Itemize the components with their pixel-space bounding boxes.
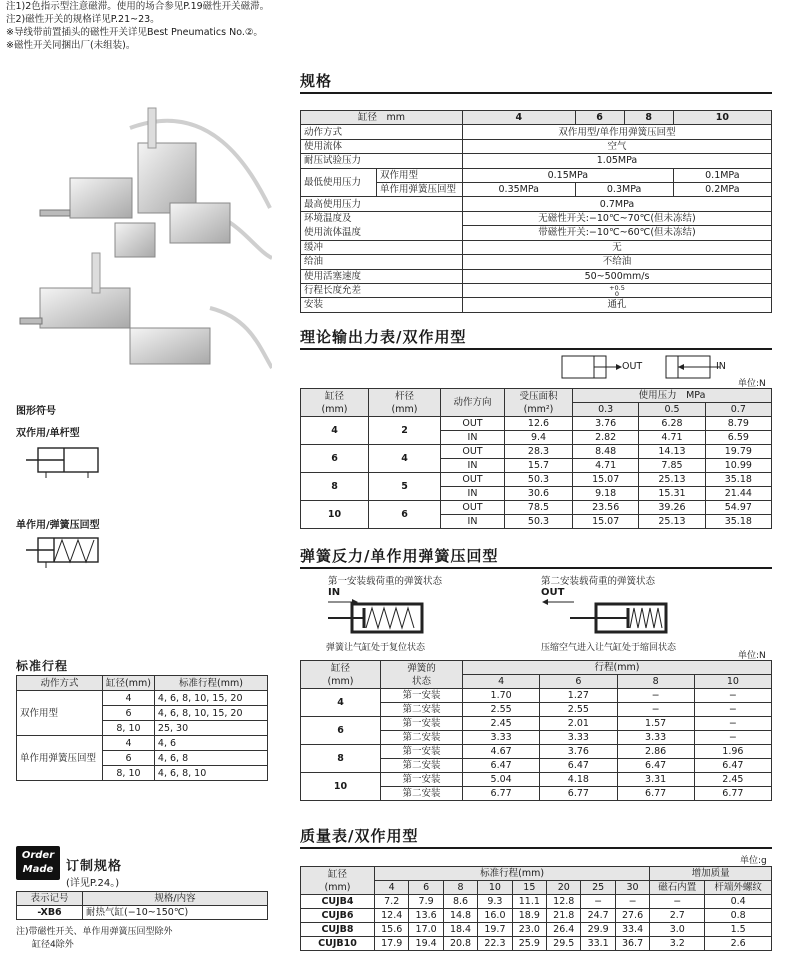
force-cell: 4.71 — [639, 431, 705, 445]
std-bore: 8, 10 — [103, 721, 155, 736]
mass-cell: 22.3 — [478, 937, 512, 951]
spring-force-cell: 6.77 — [694, 787, 771, 801]
magnet-cell: − — [650, 895, 705, 909]
spring-header-state — [381, 661, 463, 689]
stroke-col: 15 — [512, 881, 546, 895]
mass-cell: 23.0 — [512, 923, 546, 937]
force-cell: 35.18 — [705, 473, 771, 487]
spec-sublabel: 单作用弹簧压回型 — [377, 182, 463, 196]
spec-value: 通孔 — [463, 298, 772, 312]
header-line: (mm²) — [523, 403, 554, 415]
symbol-single-label: 单作用/弹簧压回型 — [16, 520, 100, 531]
mass-cell: 36.7 — [615, 937, 649, 951]
spec-label-line: 环境温度及 — [304, 212, 352, 224]
spring-table — [300, 660, 772, 801]
spring-force-cell: 3.31 — [617, 773, 694, 787]
spring-force-cell: − — [694, 689, 771, 703]
spring-row — [301, 717, 772, 731]
spec-value: 0.35MPa — [463, 182, 576, 196]
mass-cell: 11.1 — [512, 895, 546, 909]
std-header-action: 动作方式 — [17, 676, 103, 691]
std-single-label: 单作用弹簧压回型 — [17, 736, 103, 781]
spec-header-col: 4 — [463, 111, 576, 125]
std-bore: 6 — [103, 751, 155, 766]
header-line: 缸径 — [330, 662, 350, 674]
rod-cell: 2 — [369, 417, 441, 445]
stroke-col: 25 — [581, 881, 615, 895]
pressure-col: 0.5 — [639, 403, 705, 417]
spec-value-tolerance — [463, 283, 772, 297]
product-photo — [10, 88, 272, 388]
spring-in-label: IN — [328, 587, 341, 598]
mass-cell: 18.4 — [443, 923, 477, 937]
spec-sublabel: 双作用型 — [377, 168, 463, 182]
mass-cell: 33.1 — [581, 937, 615, 951]
mass-cell: 20.8 — [443, 937, 477, 951]
pressure-col: 0.7 — [705, 403, 771, 417]
force-cell: 7.85 — [639, 459, 705, 473]
force-cell: 25.13 — [639, 515, 705, 529]
rod-cell: 5 — [369, 473, 441, 501]
spec-label: 使用活塞速度 — [301, 269, 463, 283]
stroke-col: 6 — [409, 881, 443, 895]
output-header-rod — [369, 389, 441, 417]
section-rule — [300, 92, 772, 94]
state-cell: 第二安装 — [381, 787, 463, 801]
header-line: 缸径 — [324, 390, 344, 402]
force-cell: 23.56 — [573, 501, 639, 515]
spring-force-cell: 2.01 — [540, 717, 617, 731]
spring-row — [301, 773, 772, 787]
header-line: 弹簧的 — [407, 662, 436, 674]
spec-value: 空气 — [463, 139, 772, 153]
spec-header-col: 6 — [575, 111, 624, 125]
area-cell: 50.3 — [505, 515, 573, 529]
custom-header-symbol: 表示记号 — [17, 892, 83, 906]
state-cell: 第二安装 — [381, 731, 463, 745]
spec-header-col: 8 — [624, 111, 673, 125]
state-cell: 第二安装 — [381, 759, 463, 773]
note-line: ※导线带前置插头的磁性开关详见Best Pneumatics No.②。 — [6, 27, 263, 38]
output-row — [301, 417, 772, 431]
direction-cell: OUT — [441, 473, 505, 487]
spec-value: 0.7MPa — [463, 197, 772, 211]
force-cell: 14.13 — [639, 445, 705, 459]
bore-cell: 4 — [301, 417, 369, 445]
mass-cell: 9.3 — [478, 895, 512, 909]
std-bore: 4 — [103, 736, 155, 751]
area-cell: 50.3 — [505, 473, 573, 487]
spring-force-cell: − — [694, 703, 771, 717]
stroke-col: 20 — [547, 881, 581, 895]
force-cell: 15.07 — [573, 515, 639, 529]
tolerance-bottom: 0 — [614, 290, 620, 299]
spring-first-diagram — [326, 598, 446, 634]
header-line: 缸径 — [327, 868, 347, 880]
spring-force-cell: 6.47 — [463, 759, 540, 773]
header-line: 状态 — [411, 675, 431, 687]
model-cell: CUJB8 — [301, 923, 375, 937]
badge-line: Made — [22, 864, 54, 875]
spec-header-bore: 缸径 mm — [301, 111, 463, 125]
pressure-col: 0.3 — [573, 403, 639, 417]
state-cell: 第二安装 — [381, 703, 463, 717]
force-cell: 6.28 — [639, 417, 705, 431]
mass-row — [301, 923, 772, 937]
magnet-cell: 2.7 — [650, 909, 705, 923]
bore-cell: 8 — [301, 473, 369, 501]
force-cell: 3.76 — [573, 417, 639, 431]
spec-value: 双作用型/单作用弹簧压回型 — [463, 125, 772, 139]
mass-cell: 29.5 — [547, 937, 581, 951]
force-cell: 25.13 — [639, 473, 705, 487]
spring-force-cell: 1.57 — [617, 717, 694, 731]
std-stroke: 4, 6, 8, 10, 15, 20 — [154, 706, 267, 721]
header-line: (mm) — [327, 675, 354, 687]
nut-cell: 1.5 — [705, 923, 772, 937]
force-cell: 15.31 — [639, 487, 705, 501]
single-acting-symbol — [24, 534, 104, 568]
tolerance-top: +0.5 — [609, 284, 625, 293]
spring-force-cell: 6.47 — [617, 759, 694, 773]
std-header-bore: 缸径(mm) — [103, 676, 155, 691]
mass-header-add: 增加质量 — [650, 867, 772, 881]
mass-cell: 17.9 — [375, 937, 409, 951]
bore-cell: 10 — [301, 501, 369, 529]
force-cell: 2.82 — [573, 431, 639, 445]
output-header-bore — [301, 389, 369, 417]
mass-table — [300, 866, 772, 951]
custom-spec: 耐热气缸(−10~150℃) — [83, 906, 268, 920]
spec-value: 不给油 — [463, 255, 772, 269]
rod-cell: 4 — [369, 445, 441, 473]
spring-row — [301, 745, 772, 759]
mass-cell: 7.9 — [409, 895, 443, 909]
section-rule — [300, 847, 772, 849]
spring-force-cell: − — [617, 689, 694, 703]
std-bore: 4 — [103, 691, 155, 706]
header-line: (mm) — [324, 881, 351, 893]
stroke-col: 10 — [478, 881, 512, 895]
force-cell: 9.18 — [573, 487, 639, 501]
force-cell: 8.48 — [573, 445, 639, 459]
spring-out-label: OUT — [541, 587, 565, 598]
spring-second-title: 第二安装载荷重的弹簧状态 — [541, 576, 656, 587]
nut-cell: 0.8 — [705, 909, 772, 923]
area-cell: 15.7 — [505, 459, 573, 473]
mass-cell: 15.6 — [375, 923, 409, 937]
output-table — [300, 388, 772, 529]
mass-row — [301, 895, 772, 909]
force-cell: 35.18 — [705, 515, 771, 529]
spec-label: 缓冲 — [301, 240, 463, 254]
mass-cell: 33.4 — [615, 923, 649, 937]
spec-label-line: 使用流体温度 — [304, 226, 362, 238]
force-cell: 19.79 — [705, 445, 771, 459]
nut-col: 杆端外螺纹 — [705, 881, 772, 895]
spec-label: 耐压试验压力 — [301, 154, 463, 168]
std-double-label: 双作用型 — [17, 691, 103, 736]
spec-label: 行程长度允差 — [301, 283, 463, 297]
mass-cell: 27.6 — [615, 909, 649, 923]
mass-cell: 8.6 — [443, 895, 477, 909]
direction-diagram — [560, 354, 740, 380]
bore-cell: 8 — [301, 745, 381, 773]
output-header-pressure: 使用压力 MPa — [573, 389, 772, 403]
std-header-stroke: 标准行程(mm) — [154, 676, 267, 691]
symbols-title: 图形符号 — [16, 406, 56, 417]
direction-cell: IN — [441, 515, 505, 529]
spec-label: 使用流体 — [301, 139, 463, 153]
nut-cell: 0.4 — [705, 895, 772, 909]
spec-value: 0.3MPa — [575, 182, 673, 196]
stroke-col: 4 — [375, 881, 409, 895]
custom-note: 注)带磁性开关、单作用弹簧压回型除外 — [16, 927, 173, 937]
spec-value: 带磁性开关:−10℃~60℃(但未冻结) — [463, 226, 772, 241]
nut-cell: 2.6 — [705, 937, 772, 951]
magnet-col: 磁石内置 — [650, 881, 705, 895]
spring-force-cell: 1.27 — [540, 689, 617, 703]
area-cell: 28.3 — [505, 445, 573, 459]
spring-header-stroke: 行程(mm) — [463, 661, 772, 675]
mass-cell: 17.0 — [409, 923, 443, 937]
spec-value: 0.1MPa — [673, 168, 771, 182]
header-line: (mm) — [321, 403, 348, 415]
mass-cell: 21.8 — [547, 909, 581, 923]
custom-symbol: -XB6 — [17, 906, 83, 920]
spec-table — [300, 110, 772, 313]
spec-label: 最高使用压力 — [301, 197, 463, 211]
standard-stroke-title: 标准行程 — [16, 659, 69, 673]
spring-force-cell: − — [694, 731, 771, 745]
spring-force-cell: 6.77 — [617, 787, 694, 801]
state-cell: 第一安装 — [381, 745, 463, 759]
mass-cell: 13.6 — [409, 909, 443, 923]
spec-value: 0.15MPa — [463, 168, 674, 182]
area-cell: 78.5 — [505, 501, 573, 515]
bore-cell: 4 — [301, 689, 381, 717]
notes-block — [6, 0, 426, 52]
mass-cell: 12.4 — [375, 909, 409, 923]
std-stroke: 4, 6, 8, 10 — [154, 766, 267, 781]
spring-force-cell: − — [694, 717, 771, 731]
mass-cell: 24.7 — [581, 909, 615, 923]
force-cell: 21.44 — [705, 487, 771, 501]
force-cell: 15.07 — [573, 473, 639, 487]
mass-header-stroke: 标准行程(mm) — [375, 867, 650, 881]
output-unit: 单位:N — [738, 379, 766, 389]
spring-first-caption: 弹簧让气缸处于复位状态 — [326, 643, 426, 653]
area-cell: 12.6 — [505, 417, 573, 431]
force-cell: 4.71 — [573, 459, 639, 473]
out-label: OUT — [622, 361, 643, 372]
spec-header-col: 10 — [673, 111, 771, 125]
spring-unit: 单位:N — [738, 651, 766, 661]
spec-title: 规格 — [300, 72, 333, 90]
mass-cell: 18.9 — [512, 909, 546, 923]
stroke-col: 8 — [443, 881, 477, 895]
std-stroke: 4, 6 — [154, 736, 267, 751]
spring-force-cell: 1.70 — [463, 689, 540, 703]
spring-title: 弹簧反力/单作用弹簧压回型 — [300, 547, 499, 565]
note-line: ※磁性开关同捆出厂(未组装)。 — [6, 40, 136, 51]
mass-cell: 19.4 — [409, 937, 443, 951]
state-cell: 第一安装 — [381, 689, 463, 703]
spring-force-cell: 2.45 — [694, 773, 771, 787]
output-header-direction: 动作方向 — [441, 389, 505, 417]
mass-cell: 25.9 — [512, 937, 546, 951]
stroke-col: 30 — [615, 881, 649, 895]
rod-cell: 6 — [369, 501, 441, 529]
section-rule — [300, 567, 772, 569]
model-cell: CUJB6 — [301, 909, 375, 923]
spring-force-cell: 4.67 — [463, 745, 540, 759]
spec-label — [301, 211, 463, 240]
area-cell: 30.6 — [505, 487, 573, 501]
header-line: (mm) — [391, 403, 418, 415]
double-acting-symbol — [24, 444, 104, 478]
mass-cell: − — [581, 895, 615, 909]
spec-label: 安装 — [301, 298, 463, 312]
mass-cell: 14.8 — [443, 909, 477, 923]
mass-cell: 29.9 — [581, 923, 615, 937]
spring-force-cell: 6.77 — [540, 787, 617, 801]
area-cell: 9.4 — [505, 431, 573, 445]
mass-cell: 16.0 — [478, 909, 512, 923]
spring-force-cell: 2.45 — [463, 717, 540, 731]
spec-value: 0.2MPa — [673, 182, 771, 196]
force-cell: 6.59 — [705, 431, 771, 445]
spring-force-cell: 3.33 — [463, 731, 540, 745]
std-bore: 6 — [103, 706, 155, 721]
mass-row — [301, 937, 772, 951]
force-cell: 39.26 — [639, 501, 705, 515]
mass-cell: 7.2 — [375, 895, 409, 909]
spec-label: 最低使用压力 — [301, 168, 377, 197]
spring-row — [301, 689, 772, 703]
header-line: 杆径 — [394, 390, 414, 402]
stroke-col: 10 — [694, 675, 771, 689]
bore-cell: 6 — [301, 445, 369, 473]
output-title: 理论输出力表/双作用型 — [300, 328, 467, 346]
stroke-col: 8 — [617, 675, 694, 689]
spec-value: 无 — [463, 240, 772, 254]
custom-title: 订制规格 — [66, 859, 123, 874]
output-header-area — [505, 389, 573, 417]
stroke-col: 4 — [463, 675, 540, 689]
note-line: 注2)磁性开关的规格详见P.21~23。 — [6, 14, 160, 25]
std-stroke: 4, 6, 8 — [154, 751, 267, 766]
output-row — [301, 501, 772, 515]
model-cell: CUJB10 — [301, 937, 375, 951]
standard-stroke-table — [16, 675, 268, 781]
direction-cell: OUT — [441, 501, 505, 515]
spring-force-cell: 3.33 — [617, 731, 694, 745]
order-made-badge — [16, 846, 60, 880]
mass-row — [301, 909, 772, 923]
stroke-col: 6 — [540, 675, 617, 689]
state-cell: 第一安装 — [381, 773, 463, 787]
spec-value: 1.05MPa — [463, 154, 772, 168]
bore-cell: 6 — [301, 717, 381, 745]
mass-cell: − — [615, 895, 649, 909]
spring-force-cell: 6.77 — [463, 787, 540, 801]
direction-cell: IN — [441, 431, 505, 445]
spring-force-cell: 3.76 — [540, 745, 617, 759]
note-line: 注1)2色指示型注意磁滞。使用的场合参见P.19磁性开关磁滞。 — [6, 1, 270, 12]
spring-force-cell: − — [617, 703, 694, 717]
section-rule — [300, 348, 772, 350]
spec-label: 给油 — [301, 255, 463, 269]
direction-cell: OUT — [441, 417, 505, 431]
mass-title: 质量表/双作用型 — [300, 827, 419, 845]
std-bore: 8, 10 — [103, 766, 155, 781]
output-row — [301, 445, 772, 459]
custom-table — [16, 891, 268, 920]
force-cell: 10.99 — [705, 459, 771, 473]
direction-cell: IN — [441, 459, 505, 473]
mass-unit: 单位:g — [740, 856, 767, 866]
spec-value: 无磁性开关:−10℃~70℃(但未冻结) — [463, 211, 772, 226]
mass-cell: 12.8 — [547, 895, 581, 909]
output-row — [301, 473, 772, 487]
spec-label: 动作方式 — [301, 125, 463, 139]
std-stroke: 25, 30 — [154, 721, 267, 736]
spring-force-cell: 3.33 — [540, 731, 617, 745]
std-stroke: 4, 6, 8, 10, 15, 20 — [154, 691, 267, 706]
state-cell: 第一安装 — [381, 717, 463, 731]
custom-subtitle: (详见P.24。) — [66, 878, 120, 889]
mass-cell: 19.7 — [478, 923, 512, 937]
spring-force-cell: 1.96 — [694, 745, 771, 759]
spec-value: 50~500mm/s — [463, 269, 772, 283]
spring-force-cell: 6.47 — [694, 759, 771, 773]
spring-second-caption: 压缩空气进入让气缸处于缩回状态 — [541, 643, 677, 653]
mass-header-bore — [301, 867, 375, 895]
spring-force-cell: 4.18 — [540, 773, 617, 787]
in-label: IN — [716, 361, 726, 372]
magnet-cell: 3.2 — [650, 937, 705, 951]
spring-force-cell: 2.55 — [540, 703, 617, 717]
spring-first-title: 第一安装载荷重的弹簧状态 — [328, 576, 443, 587]
spring-force-cell: 5.04 — [463, 773, 540, 787]
spring-force-cell: 6.47 — [540, 759, 617, 773]
badge-line: Order — [21, 850, 55, 861]
spring-force-cell: 2.86 — [617, 745, 694, 759]
direction-cell: IN — [441, 487, 505, 501]
custom-header-spec: 规格/内容 — [83, 892, 268, 906]
force-cell: 8.79 — [705, 417, 771, 431]
custom-note: 缸径4除外 — [32, 940, 74, 950]
header-line: 受压面积 — [519, 390, 558, 402]
direction-cell: OUT — [441, 445, 505, 459]
spring-header-bore — [301, 661, 381, 689]
force-cell: 54.97 — [705, 501, 771, 515]
symbol-double-label: 双作用/单杆型 — [16, 428, 80, 439]
bore-cell: 10 — [301, 773, 381, 801]
model-cell: CUJB4 — [301, 895, 375, 909]
spring-second-diagram — [540, 598, 680, 634]
mass-cell: 26.4 — [547, 923, 581, 937]
magnet-cell: 3.0 — [650, 923, 705, 937]
spring-force-cell: 2.55 — [463, 703, 540, 717]
